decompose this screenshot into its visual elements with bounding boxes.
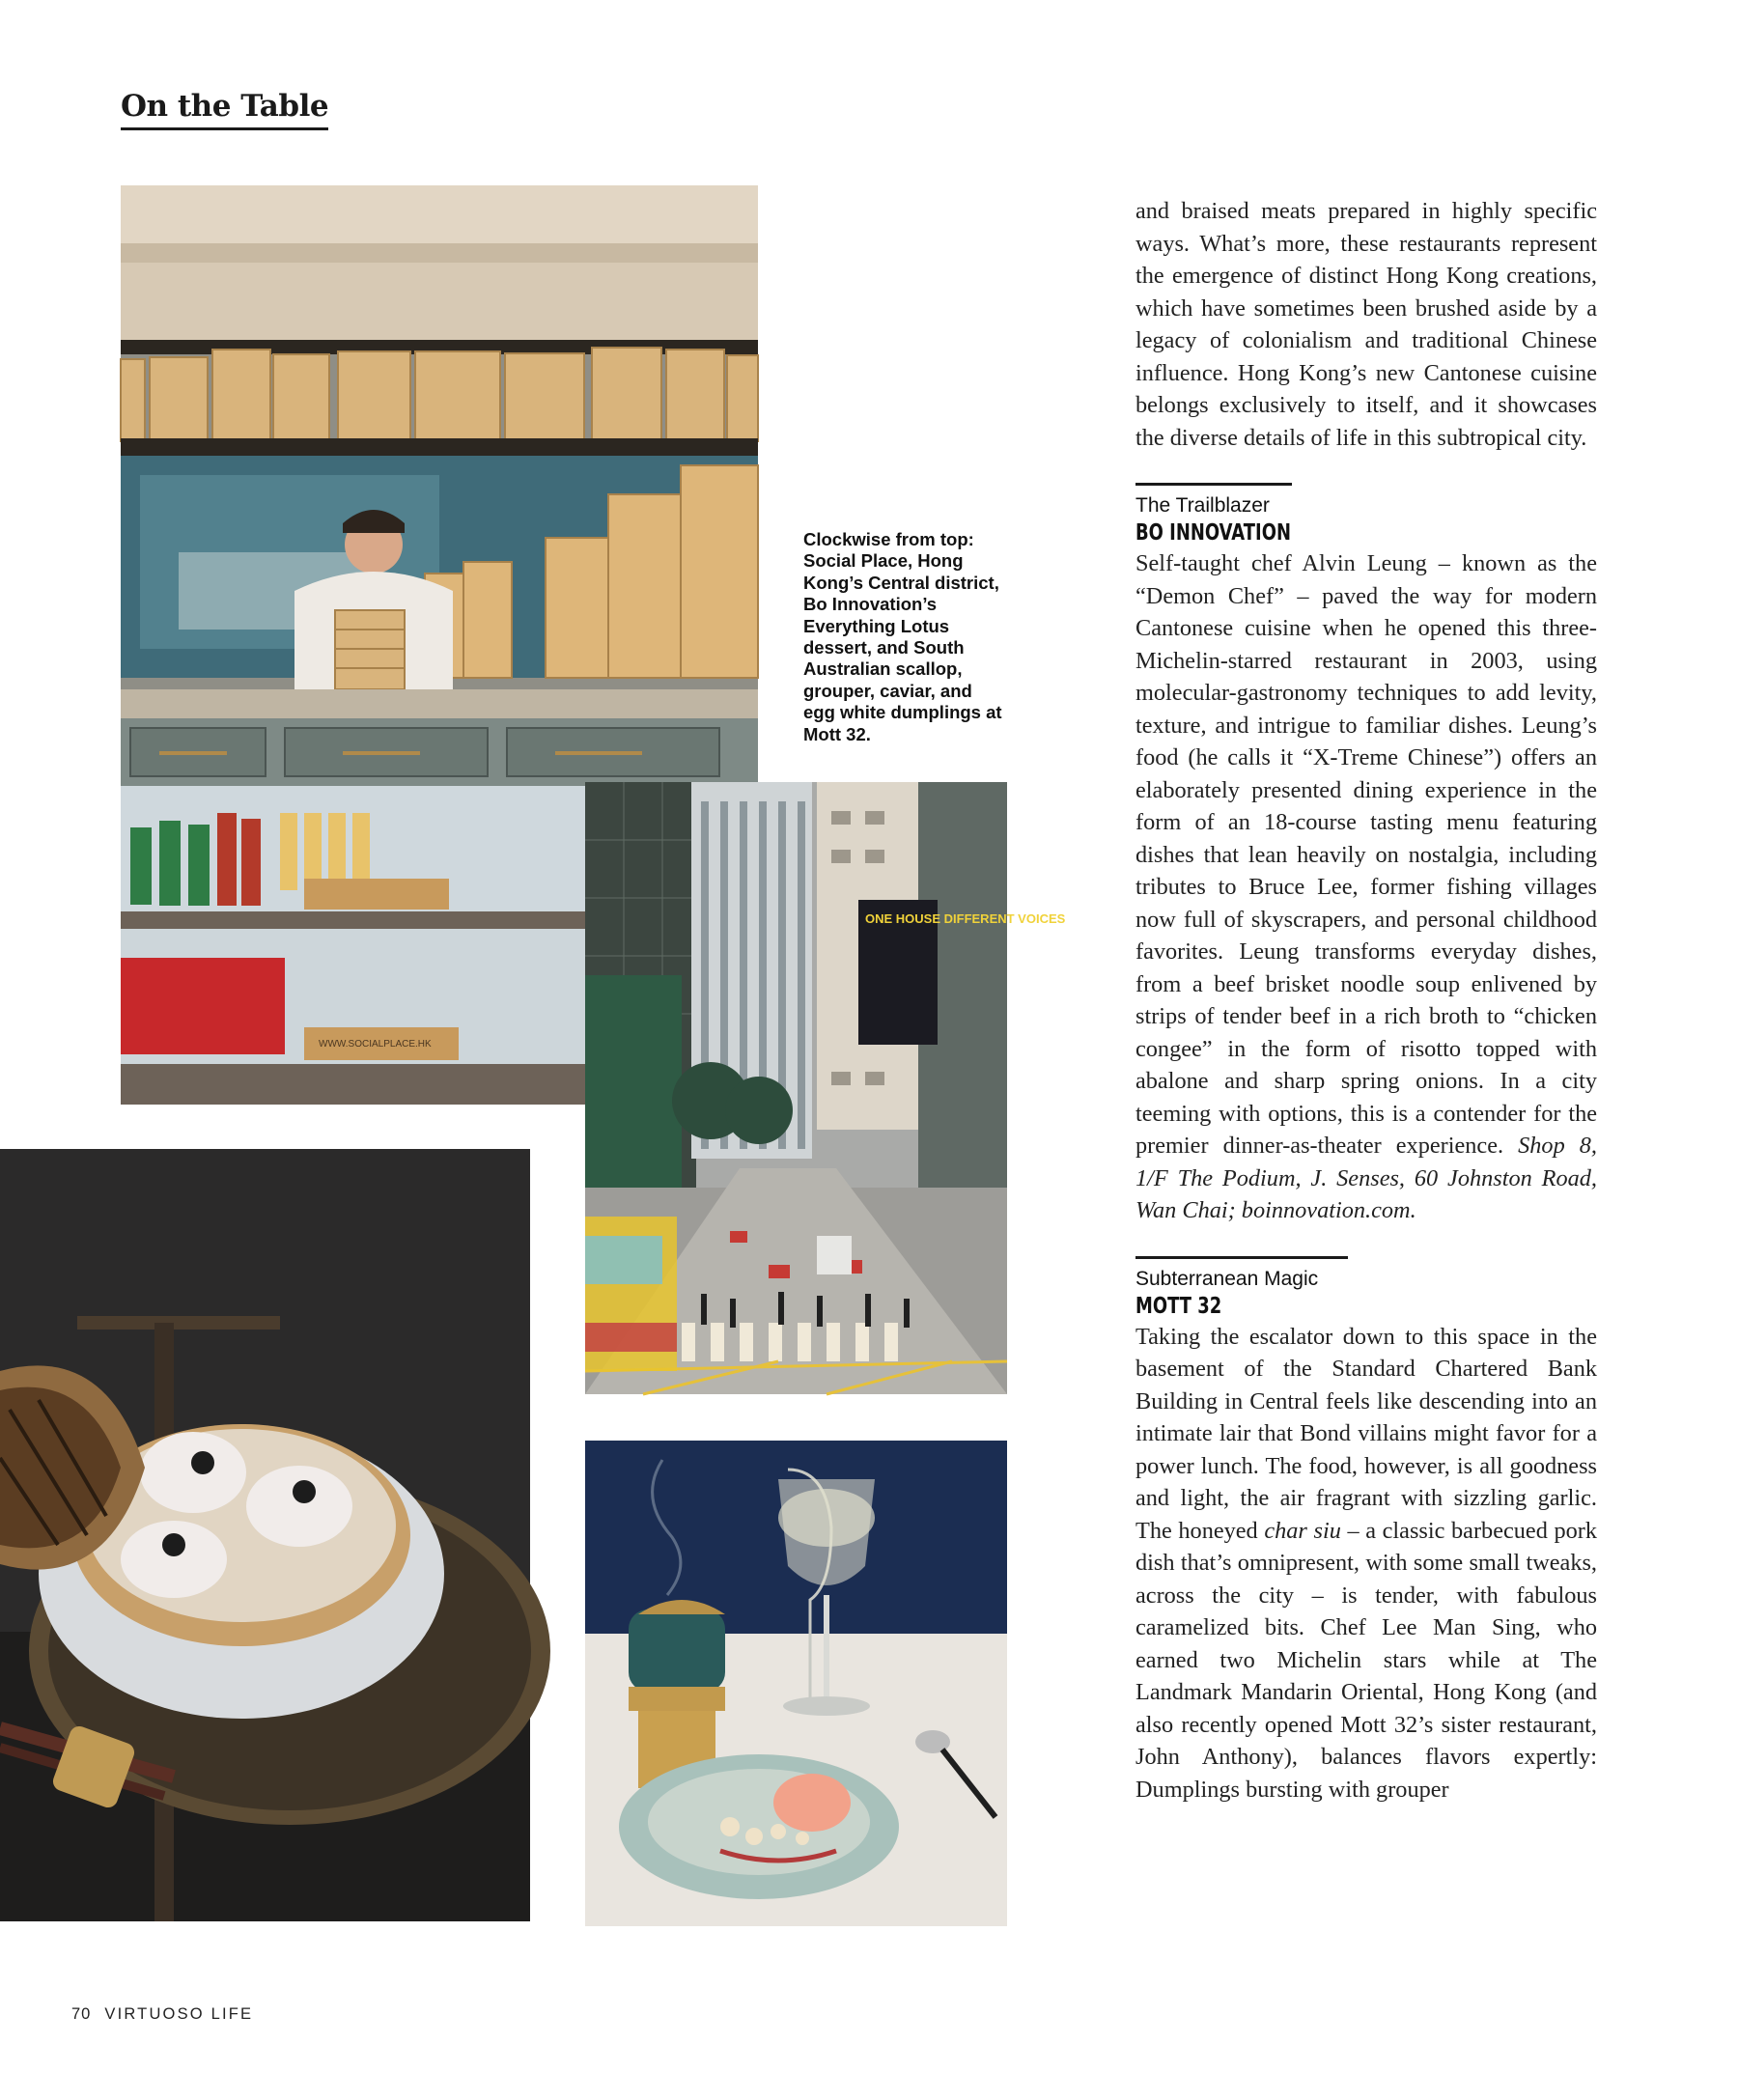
section-rule <box>1135 483 1292 486</box>
section-mott-32 <box>1135 1256 1597 1806</box>
article-intro: and braised meats prepared in highly specific ways. What’s more, these restaurants represent the emergence of distinct Hong Kong creations, which have sometimes been brushed aside by a legacy of colonialism and traditional Chinese influence. Hong Kong’s new Cantonese cuisine belongs exclusively to itself, and it showcases the diverse details of life in this subtropical city. <box>1135 198 1597 451</box>
section-body-text: – a classic barbecued pork dish that’s omnipresent, with some small tweaks, across the city – is tender, with fabulous caramelized bits. Chef Lee Man Sing, who earned two Michelin stars while at The Landmark Mandarin Oriental, Hong Kong (and also recently opened Mott 32’s sister restaurant, John Anthony), balances flavors expertly: Dumplings bursting with grouper <box>1135 1517 1597 1803</box>
section-body <box>1135 1321 1597 1806</box>
crate-label: WWW.SOCIALPLACE.HK <box>319 1039 432 1050</box>
restaurant-name: MOTT 32 <box>1135 1293 1222 1319</box>
restaurant-address: Shop 8, 1/F The Podium, J. Senses, 60 Johnston Road, Wan Chai; boinnovation.com. <box>1135 1133 1598 1223</box>
section-rule <box>1135 1256 1348 1259</box>
page-number: 70 <box>71 2005 92 2023</box>
dish-name: char siu <box>1264 1517 1341 1544</box>
section-bo-innovation <box>1135 483 1597 1227</box>
section-kicker: The Trailblazer <box>1135 494 1270 517</box>
section-body-text: Self-taught chef Alvin Leung – known as the “Demon Chef” – paved the way for modern Cantonese cuisine when he opened this three-Michelin-starred restaurant in 2003, using molecular-gastronomy techniques to add levity, texture, and intrigue to familiar dishes. Leung’s food (he calls it “X-Treme Chinese”) offers an elaborately presented dining experience in the form of an 18-course tasting menu featuring dishes that lean heavily on nostalgia, including tributes to Bruce Lee, former fishing villages now full of skyscrapers, and personal childhood favorites. Leung transforms everyday dishes, from a beef brisket noodle soup enlivened by strips of tender beef in a rich broth to “chicken congee” in the form of risotto topped with abalone and sharp spring onions. In a city teeming with options, this is a contender for the premier dinner-as-theater experience. <box>1135 550 1597 1159</box>
photo-mott32-dumplings <box>0 1149 530 1921</box>
section-body-text: Taking the escalator down to this space in the basement of the Standard Chartered Bank Building in Central feels like descending into an intimate lair that Bond villains might favor for a power lunch. The food, however, is all goodness and light, the air fragrant with sizzling garlic. The honeyed <box>1135 1323 1597 1544</box>
page-footer <box>71 2005 253 2024</box>
restaurant-name: BO INNOVATION <box>1135 520 1291 546</box>
photo-bo-innovation-dessert <box>585 1441 1007 1926</box>
section-kicker: Subterranean Magic <box>1135 1267 1319 1290</box>
billboard-text: ONE HOUSE DIFFERENT VOICES <box>865 911 1066 926</box>
photo-central-district <box>585 782 1066 1394</box>
photo-caption: Clockwise from top: Social Place, Hong Kong’s Central district, Bo Innovation’s Everything Lotus dessert, and South Australian scallop, grouper, caviar, and egg white dumplings at Mott 32. <box>803 529 1002 744</box>
section-body <box>1135 547 1597 1227</box>
article-column <box>1135 195 1597 1806</box>
publication-name: VIRTUOSO LIFE <box>104 2005 254 2023</box>
section-title: On the Table <box>121 89 328 130</box>
